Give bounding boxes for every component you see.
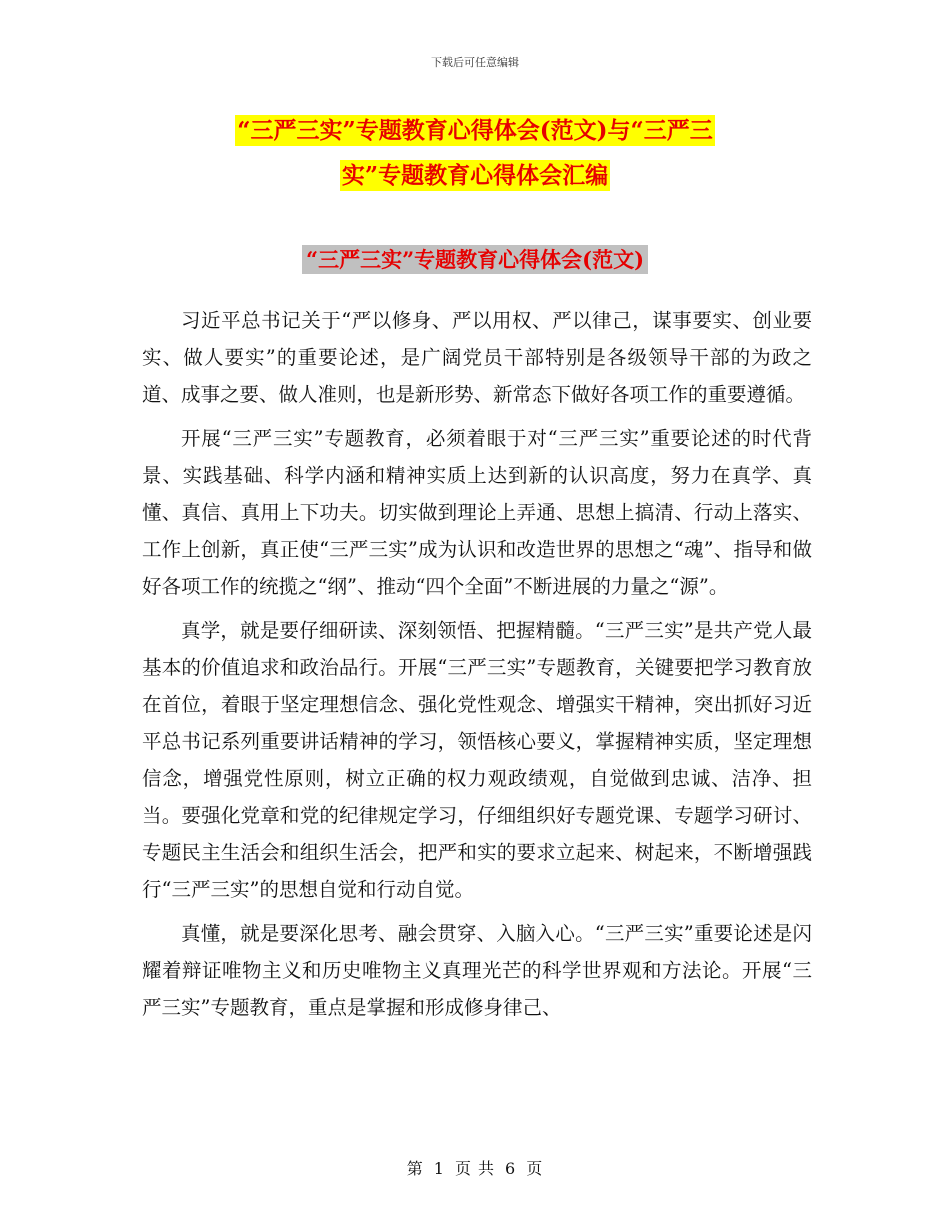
subtitle-text: “三严三实”专题教育心得体会(范文)	[302, 245, 648, 274]
section-subtitle	[0, 244, 950, 274]
paragraph: 习近平总书记关于“严以修身、严以用权、严以律己，谋事要实、创业要实、做人要实”的重要论述，是广阔党员干部特别是各级领导干部的为政之道、成事之要、做人准则，也是新形势、新常态下做好各项工作的重要遵循。	[142, 309, 812, 406]
title-line-2: 实”专题教育心得体会汇编	[341, 162, 609, 189]
footer-middle: 页 共	[454, 1159, 496, 1178]
paragraph: 真懂，就是要深化思考、融会贯穿、入脑入心。“三严三实”重要论述是闪耀着辩证唯物主义和历史唯物主义真理光芒的科学世界观和方法论。开展“三严三实”专题教育，重点是掌握和形成修身律己、	[142, 922, 812, 1019]
header-note: 下载后可任意编辑	[431, 56, 519, 69]
body-text	[142, 302, 812, 1033]
paragraph: 开展“三严三实”专题教育，必须着眼于对“三严三实”重要论述的时代背景、实践基础、科学内涵和精神实质上达到新的认识高度，努力在真学、真懂、真信、真用上下功夫。切实做到理论上弄通、思想上搞清、行动上落实、工作上创新，真正使“三严三实”成为认识和改造世界的思想之“魂”、指导和做好各项工作的统揽之“纲”、推动“四个全面”不断进展的力量之“源”。	[142, 427, 812, 598]
footer-prefix: 第	[406, 1159, 424, 1178]
page-footer	[0, 1156, 950, 1179]
page-number: 1	[433, 1159, 445, 1178]
total-pages: 6	[505, 1159, 517, 1178]
title-line-1: “三严三实”专题教育心得体会(范文)与“三严三	[237, 117, 713, 144]
paragraph: 真学，就是要仔细研读、深刻领悟、把握精髓。“三严三实”是共产党人最基本的价值追求和政治品行。开展“三严三实”专题教育，关键要把学习教育放在首位，着眼于坚定理想信念、强化党性观念、增强实干精神，突出抓好习近平总书记系列重要讲话精神的学习，领悟核心要义，掌握精神实质，坚定理想信念，增强党性原则，树立正确的权力观政绩观，自觉做到忠诚、洁净、担当。要强化党章和党的纪律规定学习，仔细组织好专题党课、专题学习研讨、专题民主生活会和组织生活会，把严和实的要求立起来、树起来，不断增强践行“三严三实”的思想自觉和行动自觉。	[142, 619, 812, 901]
footer-suffix: 页	[526, 1159, 544, 1178]
document-title	[0, 108, 950, 198]
